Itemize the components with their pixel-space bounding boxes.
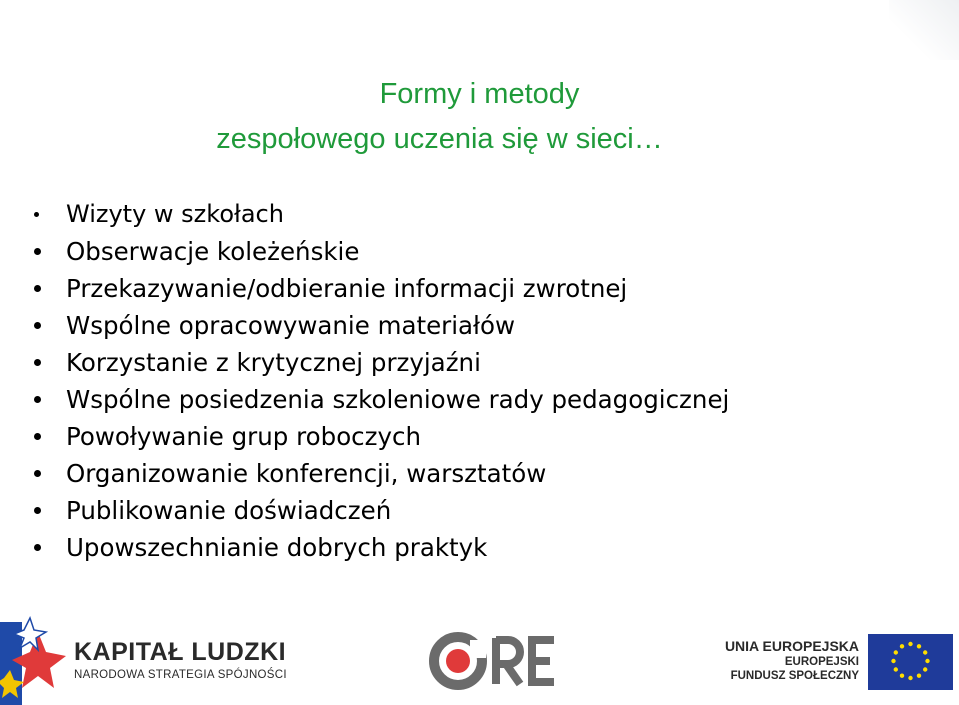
list-item-text: Wspólne posiedzenia szkoleniowe rady pedagogicznej [66,385,730,414]
list-item-text: Przekazywanie/odbieranie informacji zwrotnej [66,274,628,303]
list-item [30,344,729,381]
bullet-icon [34,359,41,366]
footer-logos [0,600,959,705]
list-item-text: Korzystanie z krytycznej przyjaźni [66,348,481,377]
ue-name [725,638,859,683]
kapital-ludzki-title: KAPITAŁ LUDZKI [74,638,287,666]
list-item-text: Publikowanie doświadczeń [66,496,392,525]
list-item [30,529,729,566]
bullet-icon [34,507,41,514]
bullet-icon [34,285,41,292]
bullet-icon [34,212,39,217]
bullet-icon [34,433,41,440]
ue-line3: FUNDUSZ SPOŁECZNY [730,670,859,682]
bullet-icon [34,322,41,329]
corner-decoration [889,0,959,60]
kapital-ludzki-subtitle: NARODOWA STRATEGIA SPÓJNOŚCI [74,669,287,681]
list-item [30,381,729,418]
bullet-icon [34,470,41,477]
list-item [30,492,729,529]
bullet-icon [34,248,41,255]
list-item [30,455,729,492]
list-item [30,196,729,233]
list-item [30,307,729,344]
list-item-text: Wspólne opracowywanie materiałów [66,311,516,340]
list-item [30,418,729,455]
ore-logo-icon [428,630,558,692]
list-item-text: Powoływanie grup roboczych [66,422,422,451]
slide-title-line1: Formy i metody [379,78,580,110]
ue-line2: EUROPEJSKI [784,656,859,668]
bullet-list [30,196,729,566]
list-item-text: Wizyty w szkołach [66,200,284,228]
list-item-text: Upowszechnianie dobrych praktyk [66,533,488,562]
list-item-text: Obserwacje koleżeńskie [66,237,360,266]
ue-line1: UNIA EUROPEJSKA [724,638,859,654]
eu-flag-icon [868,634,953,690]
slide-title-line2: zespołowego uczenia się w sieci… [216,123,663,155]
bullet-icon [34,544,41,551]
list-item [30,233,729,270]
list-item-text: Organizowanie konferencji, warsztatów [66,459,547,488]
bullet-icon [34,396,41,403]
kapital-ludzki-star-logo-icon [0,610,70,705]
list-item [30,270,729,307]
